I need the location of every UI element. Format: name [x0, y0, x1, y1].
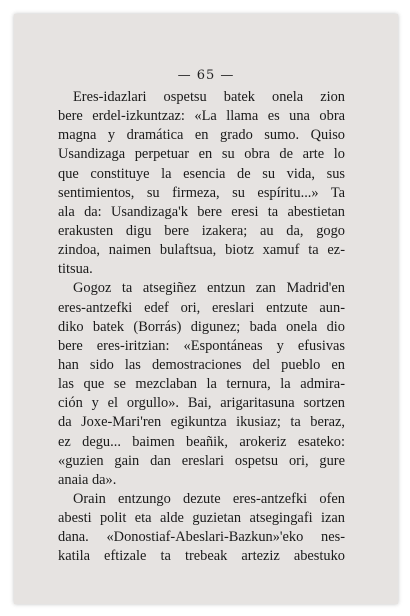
text-line: ez degu... baimen beañik, arokeriz esateko:	[58, 433, 345, 450]
text-line: erakusten digu bere izakera; au da, gogo	[58, 222, 345, 239]
text-line: eres-antzefki edef ori, ereslari entzute aun-	[58, 299, 345, 316]
text-line: ción y el orgullo». Bai, arigaritasuna sortzen	[58, 395, 345, 412]
text-line: ala da: Usandizaga'k bere eresi ta abestietan	[58, 203, 345, 220]
text-line: «guzien gain dan ereslari ospetsu ori, gure	[58, 452, 345, 469]
text-line: katila eftizale ta trebeak arteziz abestuko	[58, 548, 345, 565]
text-line: magna y dramática en grado sumo. Quiso	[58, 127, 345, 144]
text-line: diko batek (Borrás) digunez; bada onela dio	[58, 318, 345, 335]
text-line: anaia da».	[58, 471, 117, 488]
text-line: abesti polit eta alde guzietan atsegingafi izan	[58, 510, 345, 527]
text-line: titsua.	[58, 261, 93, 278]
text-line: da Joxe-Mari'ren egikuntza ikusiaz; ta beraz,	[58, 414, 345, 431]
text-line: Usandizaga perpetuar en su obra de arte lo	[58, 146, 345, 163]
text-line: bere eres-iritzian: «Espontáneas y efusivas	[58, 337, 345, 354]
text-line: sentimientos, su firmeza, su espíritu...» Ta	[58, 184, 345, 201]
text-line: las que se mezclaban la ternura, la admira-	[58, 376, 345, 393]
text-line: Eres-idazlari ospetsu batek onela zion	[73, 89, 345, 105]
text-line: han sido las demostraciones del pueblo en	[58, 356, 345, 373]
text-line: Gogoz ta atsegiñez entzun zan Madrid'en	[73, 280, 345, 297]
text-line: bere erdel-izkuntzaz: «La llama es una obra	[58, 108, 345, 125]
text-line: que constituye la esencia de su vida, sus	[58, 165, 345, 182]
text-line: zindoa, naimen bulaftsua, biotz xamuf ta ez-	[58, 242, 345, 259]
text-line: dana. «Donostiaf-Abeslari-Bazkun»'eko nes-	[58, 529, 345, 546]
page-number: — 65 —	[177, 68, 235, 83]
text-line: Orain entzungo dezute eres-antzefki ofen	[73, 490, 345, 507]
book-page	[14, 14, 398, 604]
body-text	[58, 88, 345, 567]
